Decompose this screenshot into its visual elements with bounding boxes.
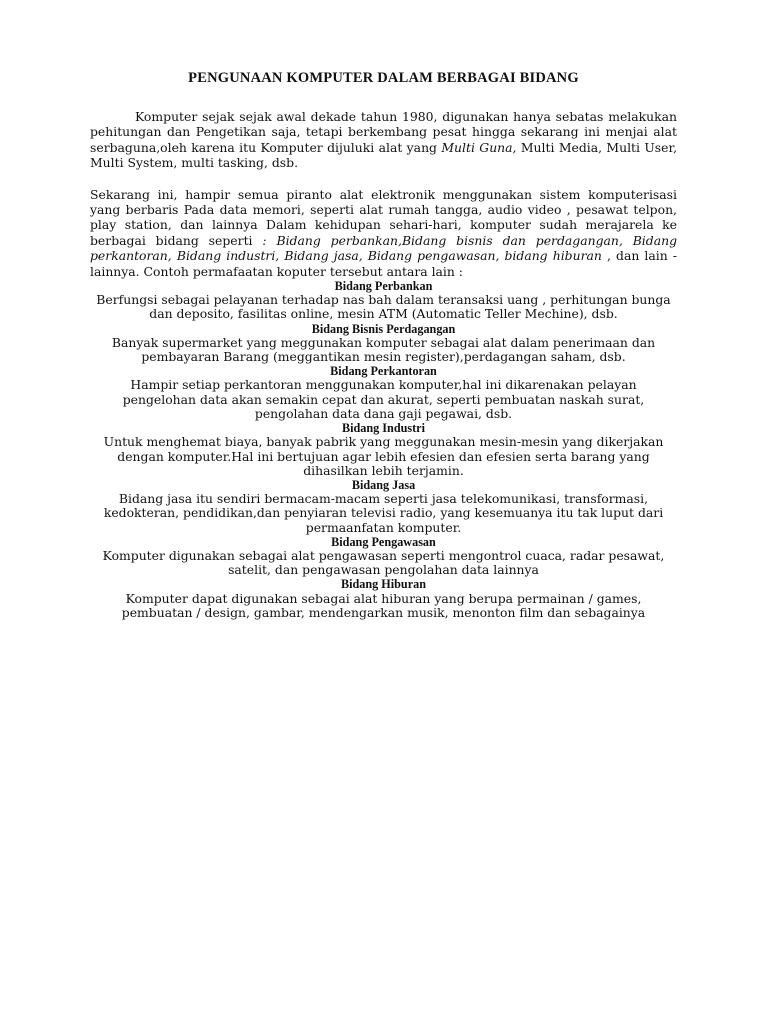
document-title: PENGUNAAN KOMPUTER DALAM BERBAGAI BIDANG xyxy=(188,70,579,86)
section-body: Komputer digunakan sebagai alat pengawasan seperti mengontrol cuaca, radar pesawat, satelit, dan pengawasan pengolahan data lainnya xyxy=(102,547,665,578)
intro-p1-italic: Multi Guna, xyxy=(441,139,517,155)
section-body: Berfungsi sebagai pelayanan terhadap nas bah dalam teransaksi uang , perhitungan bunga dan deposito, fasilitas online, mesin ATM (Automatic Teller Mechine), dsb. xyxy=(96,292,671,322)
section-body: Hampir setiap perkantoran menggunakan komputer,hal ini dikarenakan pelayan pengelohan data akan semakin cepat dan akurat, seperti pembuatan naskah surat, pengolahan data dana gaji pegawai, dsb. xyxy=(122,377,645,421)
section-heading: Bidang Jasa xyxy=(351,477,416,492)
section-heading: Bidang Industri xyxy=(342,421,425,436)
section-jasa xyxy=(90,478,677,535)
section-industri xyxy=(90,421,677,478)
intro-p2-italic-list: : Bidang perbankan,Bidang bisnis dan perdagangan, Bidang perkantoran, Bidang industri, Bidang jasa, Bidang pengawasan, bidang hiburan xyxy=(90,232,677,264)
intro-paragraph-1 xyxy=(90,109,677,171)
section-perbankan xyxy=(90,279,677,322)
section-heading: Bidang Bisnis Perdagangan xyxy=(311,321,456,336)
section-heading: Bidang Perbankan xyxy=(334,279,433,294)
intro-paragraph-2 xyxy=(90,187,677,279)
paragraph-gap xyxy=(90,171,677,187)
section-perkantoran xyxy=(90,364,677,421)
intro-p1-text-end: Multi Media, Multi User, Multi System, multi tasking, dsb. xyxy=(90,139,678,171)
section-body: Untuk menghemat biaya, banyak pabrik yang meggunakan mesin-mesin yang dikerjakan dengan komputer.Hal ini bertujuan agar lebih efesien dan efesien serta barang yang dihasilkan lebih terjamin. xyxy=(103,434,664,478)
intro-p2-text: Sekarang ini, hampir semua piranto alat elektronik menggunakan sistem komputerisasi yang berbaris Pada data memori, seperti alat rumah tangga, audio video , pesawat telpon, play station, dan lainnya Dalam kehidupan sehari-hari, komputer sudah merajarela ke berbagai bidang seperti xyxy=(90,186,677,248)
section-heading: Bidang Perkantoran xyxy=(330,364,437,379)
intro-p2-text-end: , dan lain -lainnya. Contoh permafaatan koputer tersebut antara lain : xyxy=(90,248,677,279)
section-body: Komputer dapat digunakan sebagai alat hiburan yang berupa permainan / games, pembuatan / design, gambar, mendengarkan musik, menonton film dan sebagainya xyxy=(121,590,646,620)
intro-p1-text: Komputer sejak sejak awal dekade tahun 1980, digunakan hanya sebatas melakukan pehitungan dan Pengetikan saja, tetapi berkembang pesat hingga sekarang ini menjai alat serbaguna,oleh karena itu Komputer dijuluki alat yang xyxy=(90,109,677,155)
section-body: Banyak supermarket yang meggunakan komputer sebagai alat dalam penerimaan dan pembayaran Barang (meggantikan mesin register),perdagangan saham, dsb. xyxy=(111,334,656,365)
section-bisnis-perdagangan xyxy=(90,322,677,365)
section-heading: Bidang Hiburan xyxy=(340,577,426,592)
section-heading: Bidang Pengawasan xyxy=(331,534,436,549)
section-hiburan xyxy=(90,577,677,620)
section-body: Bidang jasa itu sendiri bermacam-macam seperti jasa telekomunikasi, transformasi, kedokteran, pendidikan,dan penyiaran televisi radio, yang kesemuanya itu tak luput dari permaanfatan komputer. xyxy=(103,491,664,535)
document-page xyxy=(90,70,677,620)
section-pengawasan xyxy=(90,535,677,578)
